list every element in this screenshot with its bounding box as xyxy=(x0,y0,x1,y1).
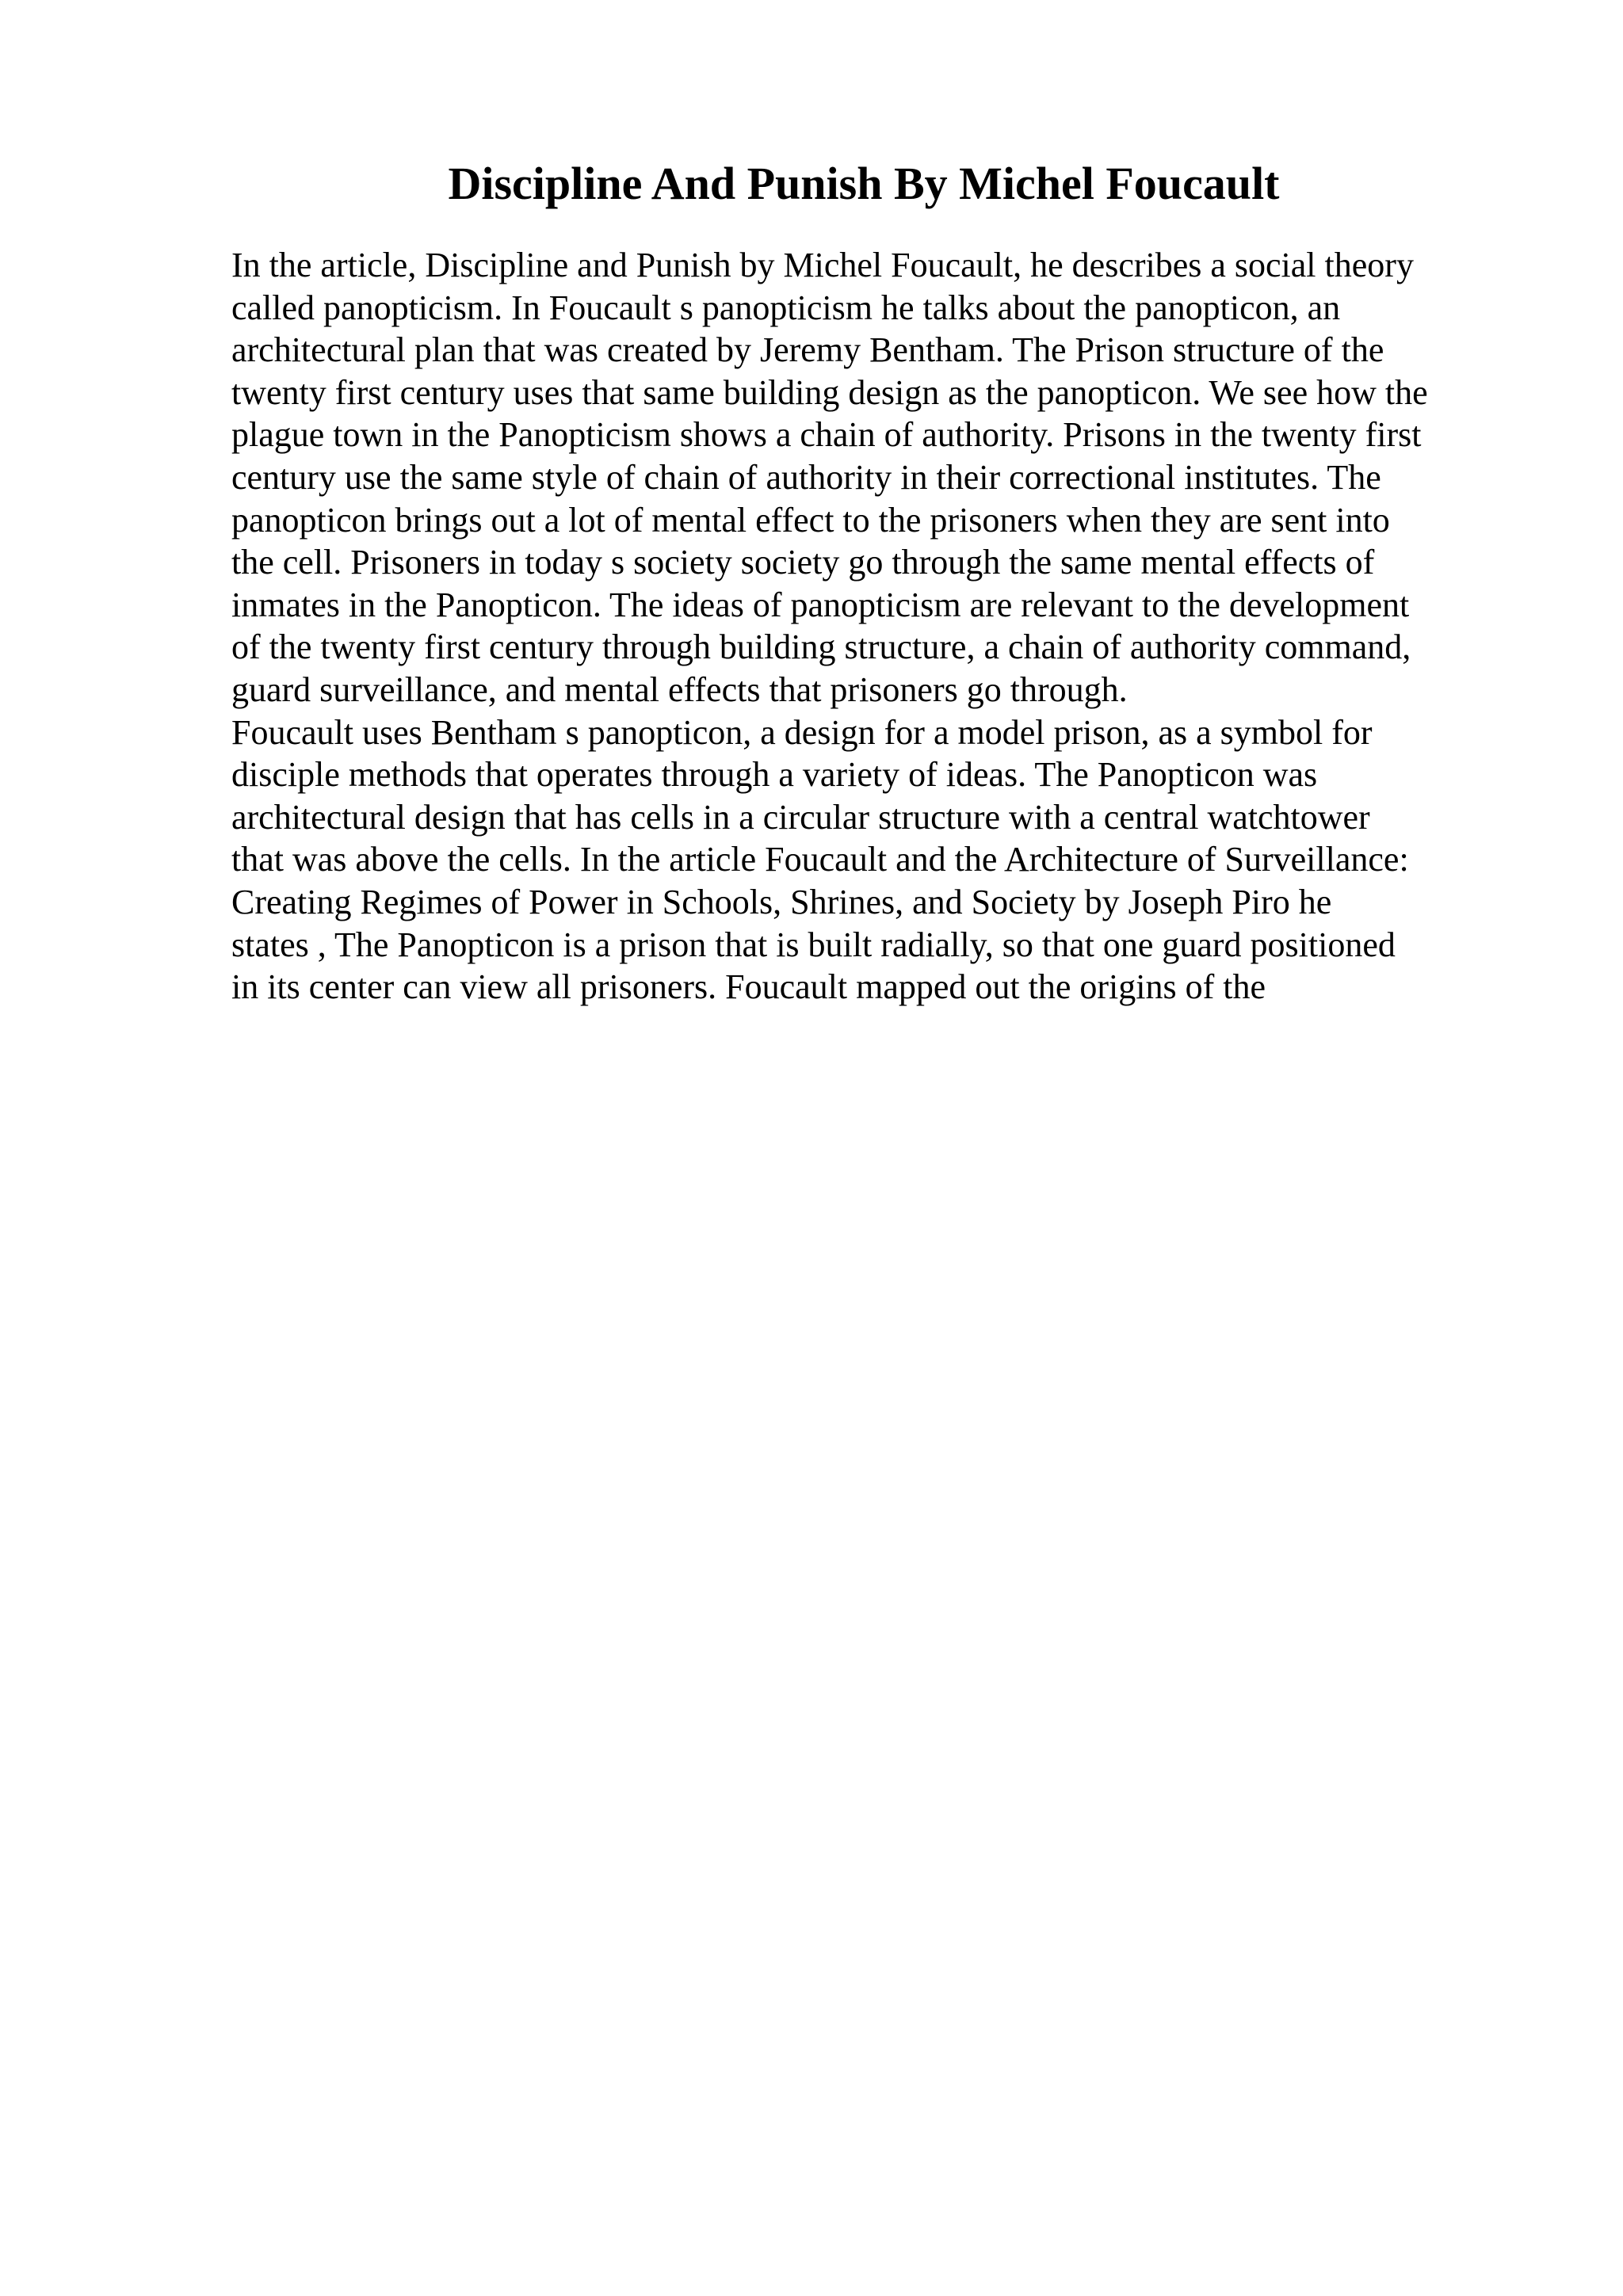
text-line: states , The Panopticon is a prison that is built radially, so that one guard positioned xyxy=(231,925,1396,964)
text-line: architectural plan that was created by Jeremy Bentham. The Prison structure of the xyxy=(231,330,1384,370)
text-line: Creating Regimes of Power in Schools, Shrines, and Society by Joseph Piro he xyxy=(231,882,1332,921)
text-line: In the article, Discipline and Punish by Michel Foucault, he describes a social theory xyxy=(231,246,1414,284)
text-line: guard surveillance, and mental effects that prisoners go through. xyxy=(231,669,1128,709)
text-line: of the twenty first century through building structure, a chain of authority command, xyxy=(231,627,1411,667)
text-line: in its center can view all prisoners. Foucault mapped out the origins of the xyxy=(231,967,1266,1007)
document-title: Discipline And Punish By Michel Foucault xyxy=(448,158,1280,209)
text-line: architectural design that has cells in a circular structure with a central watchtower xyxy=(231,797,1370,837)
text-line: panopticon brings out a lot of mental effect to the prisoners when they are sent into xyxy=(231,500,1390,540)
text-line: disciple methods that operates through a variety of ideas. The Panopticon was xyxy=(231,755,1318,795)
text-line: twenty first century uses that same building design as the panopticon. We see how the xyxy=(231,372,1428,412)
text-line: Foucault uses Bentham s panopticon, a design for a model prison, as a symbol for xyxy=(231,712,1373,752)
text-line: called panopticism. In Foucault s panopticism he talks about the panopticon, an xyxy=(231,288,1341,327)
text-line: plague town in the Panopticism shows a chain of authority. Prisons in the twenty first xyxy=(231,415,1422,455)
text-line: that was above the cells. In the article Foucault and the Architecture of Surveillance: xyxy=(231,840,1409,879)
document-body xyxy=(231,244,1531,1009)
text-line: century use the same style of chain of authority in their correctional institutes. The xyxy=(231,457,1381,497)
text-line: inmates in the Panopticon. The ideas of panopticism are relevant to the development xyxy=(231,585,1410,624)
text-line: the cell. Prisoners in today s society society go through the same mental effects of xyxy=(231,543,1375,582)
